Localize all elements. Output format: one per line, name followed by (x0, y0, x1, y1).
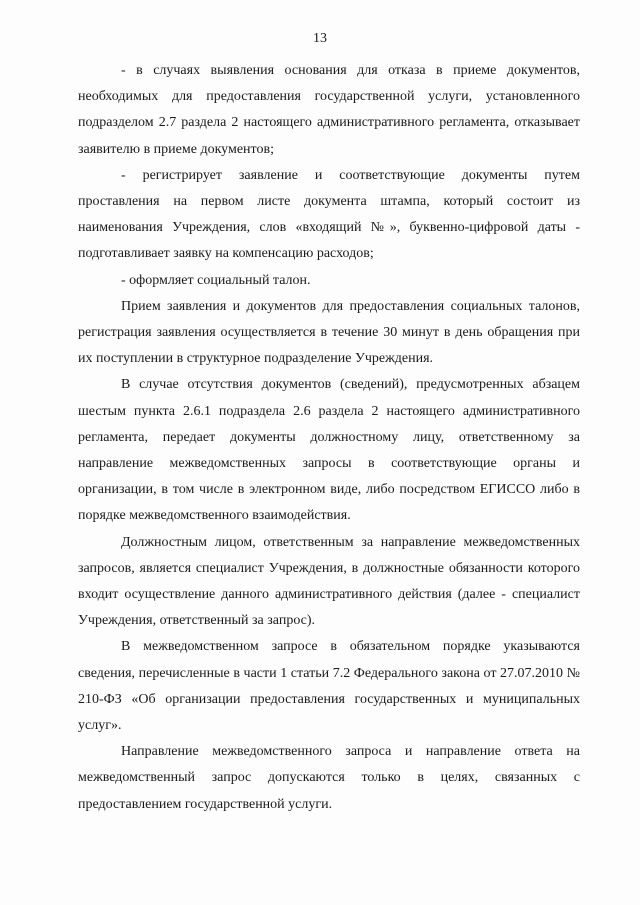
paragraph-request-content: В межведомственном запросе в обязательном порядке указываются сведения, перечисленные в части 1 статьи 7.2 Федерального закона от 27.07.2010 № 210-ФЗ «Об организации предоставления государственных и муниципальных услуг». (78, 639, 580, 734)
paragraph-missing-documents: В случае отсутствия документов (сведений), предусмотренных абзацем шестым пункта 2.6.1 подраздела 2.6 раздела 2 настоящего административного регламента, передает документы должностному лицу, ответственному за направление межведомственных запросы в соответствующие органы и организации, в том числе в электронном виде, либо посредством ЕГИССО либо в порядке межведомственного взаимодействия. (78, 377, 580, 524)
paragraph-social-ticket: - оформляет социальный талон. (121, 272, 311, 288)
paragraph-refusal: - в случаях выявления основания для отказа в приеме документов, необходимых для предоставления государственной услуги, установленного подразделом 2.7 раздела 2 настоящего административного регламента, отказывает заявителю в приеме документов; (78, 63, 580, 157)
paragraph-reception-time: Прием заявления и документов для предоставления социальных талонов, регистрация заявления осуществляется в течение 30 минут в день обращения при их поступлении в структурное подразделение Учреждения. (78, 298, 580, 367)
paragraph-responsible-official: Должностным лицом, ответственным за направление межведомственных запросов, является специалист Учреждения, в должностные обязанности которого входит осуществление данного административного действия (далее - специалист Учреждения, ответственный за запрос). (78, 534, 580, 629)
page-number: 13 (313, 31, 327, 46)
paragraph-registration: - регистрирует заявление и соответствующие документы путем проставления на первом листе документа штампа, который состоит из наименования Учреждения, слов «входящий №», буквенно-цифровой даты - подготавливает заявку на компенсацию расходов; (78, 167, 580, 262)
paragraph-request-purpose: Направление межведомственного запроса и направление ответа на межведомственный запрос допускаются только в целях, связанных с предоставлением государственной услуги. (78, 744, 580, 812)
document-body (78, 58, 580, 818)
